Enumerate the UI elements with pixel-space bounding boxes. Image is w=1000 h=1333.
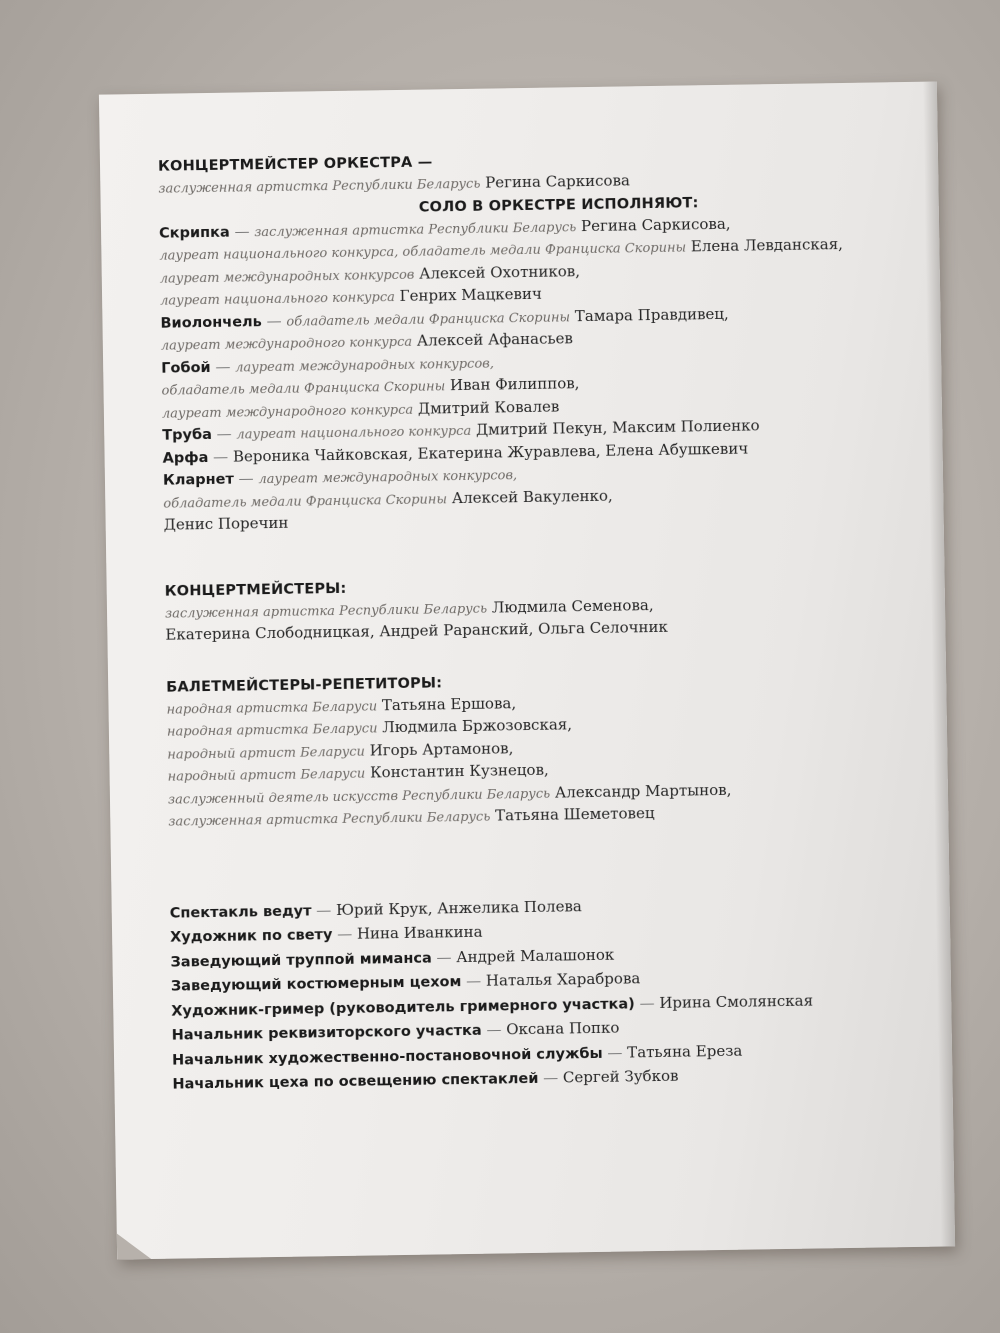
role-label: Виолончель [160,313,262,332]
role-label: Скрипка [158,224,230,242]
person-name: Екатерина Слободницкая, Андрей Раранский, Ольга Селочник [165,617,669,644]
separator: — [208,447,234,466]
person-title: народная артистка Беларуси [166,721,378,740]
ballet-masters-list [166,687,908,834]
person-title: народный артист Беларуси [167,744,366,763]
staff-list [170,890,913,1098]
person-title: народная артистка Беларуси [166,698,378,718]
person-name: Алексей Вакуленко, [446,486,613,507]
person-title: лауреат международных конкурсов, [258,468,518,488]
role-label: Начальник художественно-постановочной службы [171,1045,603,1069]
person-name: Сергей Зубков [562,1066,679,1087]
separator: — [211,424,237,443]
separator: — [602,1042,628,1062]
person-name: Алексей Охотников, [414,261,581,283]
person-title: лауреат международных конкурсов [159,267,415,287]
person-name: Андрей Малашонок [456,945,615,966]
person-name: Генрих Мацкевич [394,284,542,306]
person-title: заслуженный деятель искусств Республики Беларусь [167,786,551,808]
solo-list [159,211,904,537]
person-name: Ирина Смолянская [659,991,814,1012]
person-name: Алексей Афанасьев [411,329,574,350]
person-title: лауреат международного конкурса [161,402,414,422]
separator: — [233,469,259,488]
role-label: Труба [162,426,213,444]
separator: — [634,993,660,1012]
program-page [99,81,955,1259]
separator: — [229,221,255,241]
person-name: Юрий Крук, Анжелика Полева [335,896,582,919]
person-name: Регина Саркисова [485,171,631,192]
person-title: обладатель медали Франциска Скорины [286,309,571,330]
person-title: заслуженная артистка Республики Беларусь [254,219,577,240]
person-name: Татьяна Ершова, [376,693,517,714]
role-label: Заведующий костюмерным цехом [170,974,462,995]
role-label: Арфа [162,449,209,467]
role-label: Кларнет [162,471,234,489]
solo-section [159,189,904,537]
role-label: Художник по свету [170,927,333,946]
separator: — [538,1068,564,1087]
person-name: Игорь Артамонов, [364,738,514,760]
separator: — [210,357,236,376]
ballet-masters-section [166,665,908,834]
person-title: обладатель медали Франциска Скорины [163,491,448,512]
page-content [158,144,913,1097]
person-name: Константин Кузнецов, [365,760,549,782]
person-name: Вероника Чайковская, Екатерина Журавлева, Елена Абушкевич [232,438,749,466]
separator: — [311,900,337,919]
role-label: Начальник цеха по освещению спектаклей [172,1070,539,1093]
separator: — [461,971,487,991]
person-title: заслуженная артистка Республики Беларусь [168,809,491,830]
person-title: лауреат национального конкурса, обладатель медали Франциска Скорины [159,240,687,264]
person-name: Татьяна Ереза [627,1041,743,1061]
role-label: Художник-гример (руководитель гримерного участка) [171,995,635,1020]
person-name: Дмитрий Пекун, Максим Полиенко [471,416,760,439]
accompanists-section [165,569,906,647]
person-name: Тамара Правдивец, [569,304,729,325]
role-label: Начальник реквизиторского участка [171,1022,482,1044]
person-name: Людмила Бржозовская, [377,715,573,737]
role-label: Заведующий труппой миманса [170,950,432,971]
person-name: Наталья Хараброва [485,969,641,990]
person-name: Елена Левданская, [685,234,844,256]
person-title: заслуженная артистка Республики Беларусь [158,176,481,197]
person-name: Регина Саркисова, [576,214,731,235]
person-name: Иван Филиппов, [445,374,580,395]
person-title: лауреат национального конкурса [160,290,396,309]
separator: — [261,311,287,330]
accompanists-heading: КОНЦЕРТМЕЙСТЕРЫ: [164,580,347,600]
concertmaster-heading: КОНЦЕРТМЕЙСТЕР ОРКЕСТРА — [157,154,433,175]
spacer [169,822,910,902]
person-name: Оксана Попко [506,1018,620,1039]
folded-corner [117,1233,151,1260]
separator: — [431,947,457,967]
person-name: Нина Иванкина [356,922,483,943]
person-title: лауреат международного конкурса [160,334,413,354]
solo-heading: СОЛО В ОРКЕСТРЕ ИСПОЛНЯЮТ: [418,194,699,216]
person-name: Денис Поречин [163,513,289,534]
person-name: Татьяна Шеметовец [490,804,655,825]
separator: — [481,1020,507,1039]
person-name: Людмила Семенова, [486,595,654,617]
role-label: Спектакль ведут [169,902,312,922]
person-title: обладатель медали Франциска Скорины [161,379,446,399]
person-name: Александр Мартынов, [549,780,732,802]
person-title: лауреат национального конкурса [236,423,472,443]
person-title: лауреат международных конкурсов, [235,355,495,376]
person-name: Дмитрий Ковалев [412,396,560,418]
separator: — [332,924,358,944]
ballet-masters-heading: БАЛЕТМЕЙСТЕРЫ-РЕПЕТИТОРЫ: [166,674,443,696]
person-title: народный артист Беларуси [167,766,366,785]
person-title: заслуженная артистка Республики Беларусь [164,601,488,622]
role-label: Гобой [161,359,211,377]
